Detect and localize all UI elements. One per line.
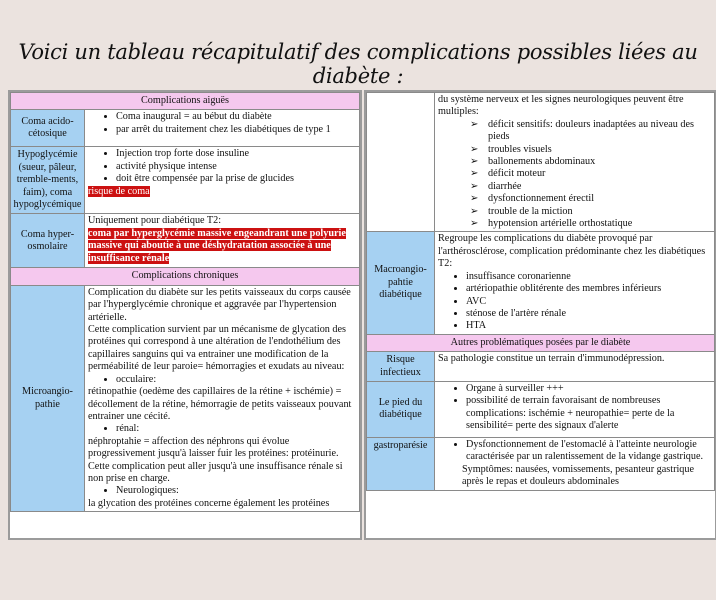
page-title: Voici un tableau récapitulatif des complications possibles liées au diabète :: [18, 40, 698, 88]
neuro-empty-cell: [367, 93, 435, 232]
micro-oculaire-text: rétinopathie (oedème des capillaires de la rétine + ischémie) = décollement de la rétine, hémorragie de petits vaisseaux pouvant entrainer une cécité.: [88, 386, 352, 422]
content-pied-diabetique: [435, 381, 715, 437]
highlight-risque-coma: risque de coma: [88, 185, 150, 197]
arrow-bullet-icon: ➢: [470, 143, 479, 155]
list-item: • activité physique intense: [116, 161, 356, 173]
list-item: ➢ dysfonctionnement érectil: [470, 193, 595, 205]
list-item: • par arrêt du traitement chez les diabétiques de type 1: [116, 124, 356, 136]
list-item: • artériopathie oblitérente des membres inférieurs: [466, 283, 711, 295]
micro-p1: Complication du diabète sur les petits vaisseaux du corps causée par l'hyperglycémie chronique et aggravée par l'hypertension artérielle.: [88, 286, 351, 323]
list-item: • Organe à surveiller +++: [466, 383, 711, 395]
list-item: ➢ troubles visuels: [470, 143, 552, 155]
label-coma-acido: Coma acido-cétosique: [11, 110, 85, 147]
list-item: ➢ diarrhée: [470, 180, 522, 192]
list-item: • Coma inaugural = au bébut du diabète: [116, 111, 356, 123]
macro-intro: Regroupe les complications du diabète provoqué par l'arthérosclérose, complication prédominante chez les diabétiques T2:: [438, 233, 706, 270]
label-gastroparesie: gastroparésie: [367, 437, 435, 490]
label-macroangiopathie: Macroangio-pahtie diabétique: [367, 232, 435, 334]
list-item: ➢ hypotension artérielle orthostatique: [470, 218, 633, 230]
arrow-bullet-icon: ➢: [470, 156, 479, 168]
arrow-bullet-icon: ➢: [470, 180, 479, 192]
header-complications-chroniques: Complications chroniques: [11, 268, 360, 285]
highlight-hyper: coma par hyperglycémie massive engeandrant une polyurie massive qui aboutie à une déshydratation associée à une insuffisance rénale: [88, 227, 346, 264]
label-microangiopathie: Microangio-pathie: [11, 285, 85, 511]
content-macroangiopathie: [435, 232, 715, 334]
list-item: • Neurologiques:: [116, 485, 356, 497]
list-item: • occulaire:: [116, 374, 356, 386]
list-item: ➢ trouble de la miction: [470, 205, 573, 217]
header-complications-aigues: Complications aiguës: [11, 93, 360, 110]
list-item: • doit être compensée par la prise de glucides: [116, 173, 356, 185]
label-coma-hyper: Coma hyper-osmolaire: [11, 214, 85, 268]
left-table-panel: [8, 90, 362, 540]
label-hypoglycemie: Hypoglycémie (sueur, pâleur, tremble-ments, faim), coma hypoglycémique: [11, 147, 85, 214]
content-gastroparesie: [435, 437, 715, 490]
label-pied-diabetique: Le pied du diabétique: [367, 381, 435, 437]
row-pied-diabetique: [367, 381, 715, 437]
row-macroangiopathie: [367, 232, 715, 334]
arrow-bullet-icon: ➢: [470, 193, 479, 205]
row-gastroparesie: [367, 437, 715, 490]
list-item: • rénal:: [116, 423, 356, 435]
list-item: • HTA: [466, 320, 711, 332]
list-item: ➢ déficit sensitifs: douleurs inadaptées au niveau des pieds: [470, 118, 694, 143]
content-microangiopathie: [85, 285, 360, 511]
header-autres-problematiques: Autres problématiques posées par le diabète: [367, 334, 715, 351]
gastro-symptoms: Symptômes: nausées, vomissements, pesanteur gastrique après le repas et douleurs abdominales: [462, 463, 695, 488]
neuro-intro: du système nerveux et les signes neurologiques peuvent être multiples:: [438, 94, 684, 118]
list-item: • Injection trop forte dose insuline: [116, 148, 356, 160]
row-coma-hyper: [11, 214, 360, 268]
content-coma-acido: [85, 110, 360, 147]
content-neuro-continued: [435, 93, 715, 232]
arrow-bullet-icon: ➢: [470, 118, 479, 130]
list-item: • Dysfonctionnement de l'estomaclé à l'atteinte neurologie caractérisée par un ralentissement de la vidange gastrique.: [466, 439, 711, 464]
list-item: • possibilité de terrain favoraisant de nombreuses complications: ischémie + neuropathie= perte de la sensibilité= perte des signaux d'alerte: [466, 395, 711, 432]
content-risque-infectieux: Sa pathologie constitue un terrain d'immunodépression.: [435, 352, 715, 382]
row-coma-acido: [11, 110, 360, 147]
arrow-bullet-icon: ➢: [470, 218, 479, 230]
content-hypoglycemie: [85, 147, 360, 214]
arrow-bullet-icon: ➢: [470, 168, 479, 180]
right-table-panel: [364, 90, 716, 540]
micro-p2: Cette complication survient par un mécanisme de glycation des protéines qui correspond à une altération de l'endothélium des capillaires sanguins qui va entrainer une modification de la perméabilité de leur paroie= hémorragies et exudats au niveau:: [88, 324, 347, 373]
row-hypoglycemie: [11, 147, 360, 214]
arrow-bullet-icon: ➢: [470, 205, 479, 217]
list-item: • sténose de l'artère rénale: [466, 308, 711, 320]
list-item: • AVC: [466, 296, 711, 308]
hyper-intro: Uniquement pour diabétique T2:: [88, 215, 222, 227]
content-coma-hyper: [85, 214, 360, 268]
row-neuro-continued: [367, 93, 715, 232]
list-item: ➢ ballonements abdominaux: [470, 156, 596, 168]
row-microangiopathie: [11, 285, 360, 511]
micro-neuro-text: la glycation des protéines concerne également les protéines: [88, 497, 330, 509]
list-item: • insuffisance coronarienne: [466, 271, 711, 283]
micro-renal-text: néphroptahie = affection des néphrons qui évolue progressivement jusqu'à laisser fuir les protéines: protéinurie. Cette complication peut aller jusqu'à une insuffisance rénale si non prise en charge.: [88, 435, 343, 484]
row-risque-infectieux: [367, 352, 715, 382]
list-item: ➢ déficit moteur: [470, 168, 546, 180]
label-risque-infectieux: Risque infectieux: [367, 352, 435, 382]
table-left: [10, 92, 360, 512]
table-right: [366, 92, 715, 491]
